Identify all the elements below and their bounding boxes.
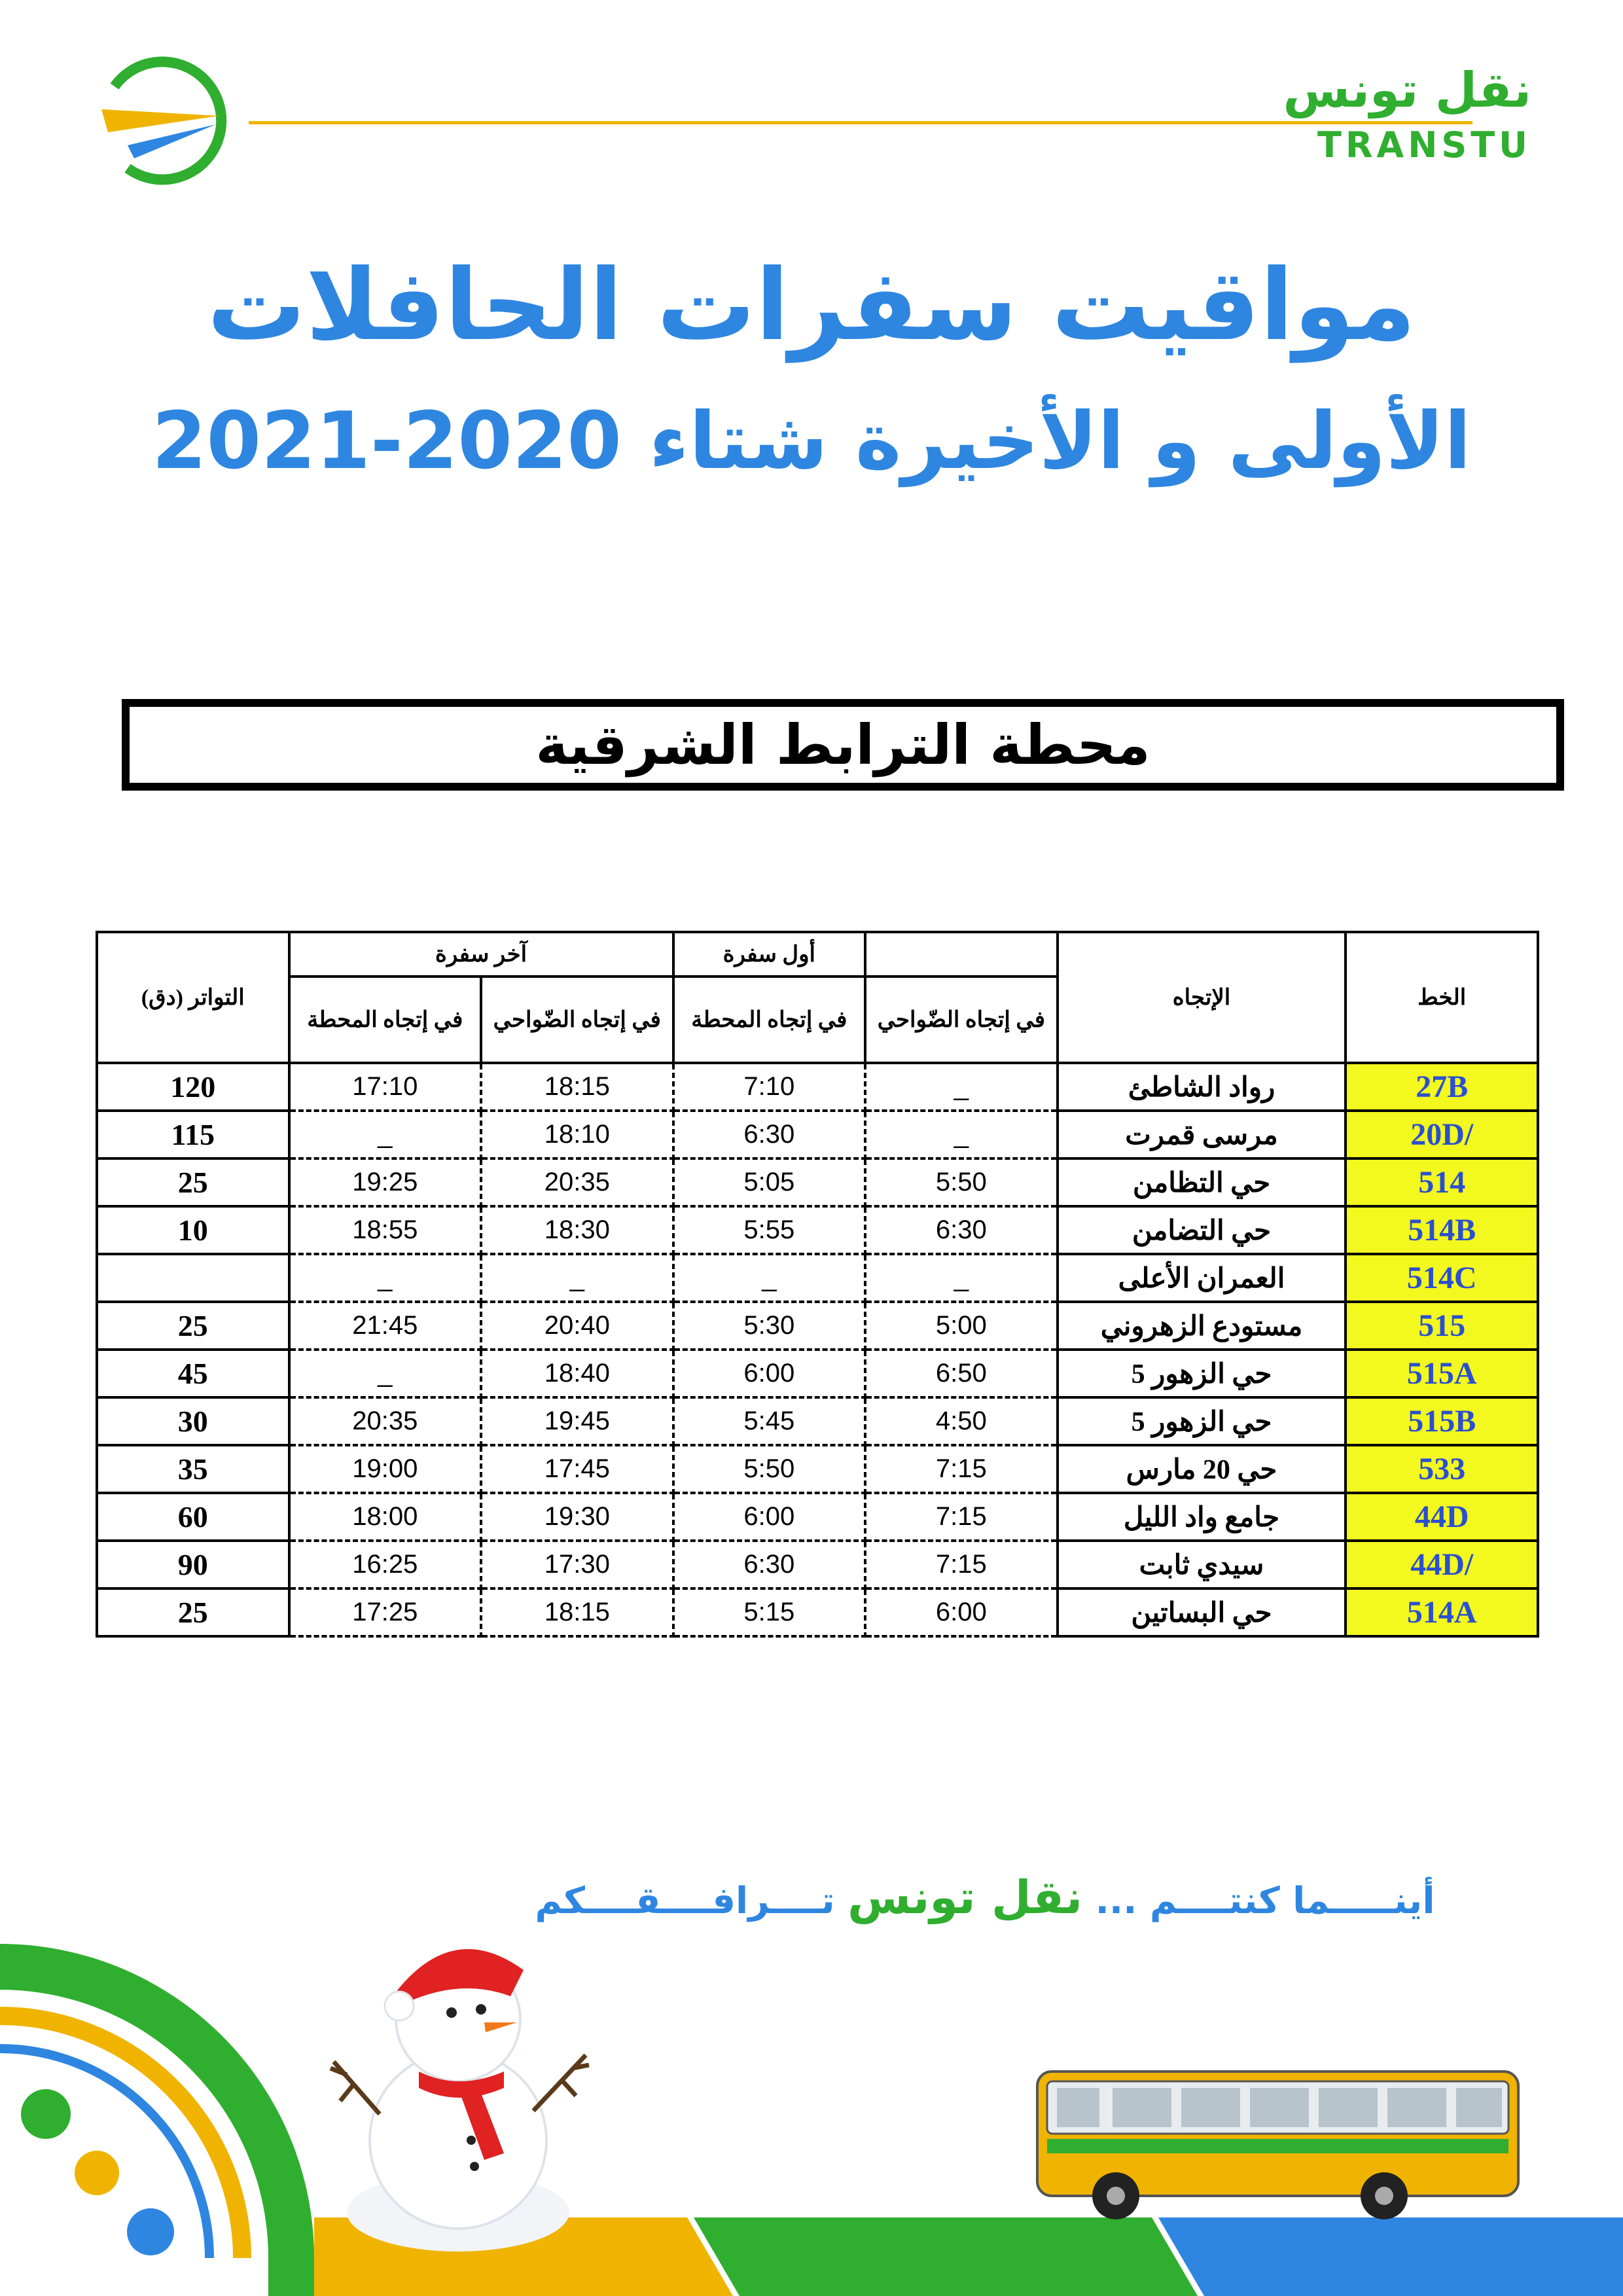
direction-cell: مستودع الزهروني xyxy=(1058,1302,1346,1350)
header-direction: الإتجاه xyxy=(1058,932,1346,1063)
first-to-station-cell: 6:30 xyxy=(673,1111,866,1158)
header-first-to-suburbs: في إتجاه الضّواحي xyxy=(865,977,1058,1063)
direction-cell: مرسى قمرت xyxy=(1058,1111,1346,1158)
frequency-cell: 25 xyxy=(97,1158,289,1206)
frequency-cell: 35 xyxy=(97,1445,289,1493)
first-to-station-cell: 5:55 xyxy=(673,1206,866,1254)
table-row xyxy=(97,1350,1538,1397)
first-to-suburbs-cell: _ xyxy=(865,1254,1058,1302)
first-to-suburbs-cell: 6:00 xyxy=(865,1588,1058,1636)
frequency-cell: 30 xyxy=(97,1397,289,1445)
last-to-station-cell: 16:25 xyxy=(289,1541,482,1588)
frequency-cell: 120 xyxy=(97,1063,289,1111)
last-to-station-cell: 20:35 xyxy=(289,1397,482,1445)
slogan-part-1: أينـــــما كنتــــم ... xyxy=(1095,1880,1435,1922)
header-last-trip: آخر سفرة xyxy=(289,932,673,977)
table-row xyxy=(97,1397,1538,1445)
direction-cell: رواد الشاطئ xyxy=(1058,1063,1346,1111)
brand-name-arabic: نقل تونس xyxy=(1283,62,1531,118)
header-last-to-suburbs: في إتجاه الضّواحي xyxy=(481,977,673,1063)
table-row xyxy=(97,1493,1538,1541)
last-to-suburbs-cell: _ xyxy=(481,1254,673,1302)
last-to-suburbs-cell: 18:40 xyxy=(481,1350,673,1397)
header-empty xyxy=(865,932,1058,977)
first-to-station-cell: 5:50 xyxy=(673,1445,866,1493)
last-to-station-cell: 19:00 xyxy=(289,1445,482,1493)
last-to-suburbs-cell: 19:30 xyxy=(481,1493,673,1541)
last-to-station-cell: _ xyxy=(289,1111,482,1158)
line-cell: 515B xyxy=(1346,1397,1538,1445)
table-row xyxy=(97,1254,1538,1302)
first-to-station-cell: 5:45 xyxy=(673,1397,866,1445)
line-cell: 514A xyxy=(1346,1588,1538,1636)
last-to-station-cell: 21:45 xyxy=(289,1302,482,1350)
header-frequency: التواتر (دق) xyxy=(97,932,289,1063)
table-row xyxy=(97,1206,1538,1254)
direction-cell: حي الزهور 5 xyxy=(1058,1350,1346,1397)
first-to-station-cell: _ xyxy=(673,1254,866,1302)
first-to-suburbs-cell: 6:50 xyxy=(865,1350,1058,1397)
header-first-to-station: في إتجاه المحطة xyxy=(673,977,866,1063)
first-to-station-cell: 5:05 xyxy=(673,1158,866,1206)
line-cell: 27B xyxy=(1346,1063,1538,1111)
direction-cell: سيدي ثابت xyxy=(1058,1541,1346,1588)
bottom-decoration xyxy=(0,1924,1623,2296)
table-row xyxy=(97,1158,1538,1206)
slogan-brand: نقل تونس xyxy=(847,1871,1083,1924)
slogan-part-3: تــــرافــــقــــكم xyxy=(535,1880,835,1922)
frequency-cell: 90 xyxy=(97,1541,289,1588)
frequency-cell: 25 xyxy=(97,1302,289,1350)
station-name: محطة الترابط الشرقية xyxy=(535,713,1150,777)
table-row xyxy=(97,1541,1538,1588)
first-to-station-cell: 6:00 xyxy=(673,1350,866,1397)
table-row xyxy=(97,1111,1538,1158)
last-to-suburbs-cell: 18:15 xyxy=(481,1063,673,1111)
first-to-suburbs-cell: 5:00 xyxy=(865,1302,1058,1350)
table-row xyxy=(97,1445,1538,1493)
first-to-station-cell: 5:15 xyxy=(673,1588,866,1636)
line-cell: 44D/ xyxy=(1346,1541,1538,1588)
line-cell: 514 xyxy=(1346,1158,1538,1206)
first-to-suburbs-cell: 6:30 xyxy=(865,1206,1058,1254)
last-to-suburbs-cell: 20:40 xyxy=(481,1302,673,1350)
first-to-station-cell: 6:30 xyxy=(673,1541,866,1588)
table-header-row xyxy=(97,932,1538,977)
first-to-suburbs-cell: 5:50 xyxy=(865,1158,1058,1206)
first-to-suburbs-cell: _ xyxy=(865,1063,1058,1111)
direction-cell: حي البساتين xyxy=(1058,1588,1346,1636)
direction-cell: العمران الأعلى xyxy=(1058,1254,1346,1302)
line-cell: 533 xyxy=(1346,1445,1538,1493)
last-to-suburbs-cell: 17:30 xyxy=(481,1541,673,1588)
frequency-cell: 25 xyxy=(97,1588,289,1636)
frequency-cell: 45 xyxy=(97,1350,289,1397)
line-cell: 514C xyxy=(1346,1254,1538,1302)
last-to-suburbs-cell: 20:35 xyxy=(481,1158,673,1206)
line-cell: 44D xyxy=(1346,1493,1538,1541)
header-first-trip: أول سفرة xyxy=(673,932,866,977)
last-to-suburbs-cell: 17:45 xyxy=(481,1445,673,1493)
direction-cell: حي التضامن xyxy=(1058,1206,1346,1254)
line-cell: 515 xyxy=(1346,1302,1538,1350)
first-to-suburbs-cell: 7:15 xyxy=(865,1493,1058,1541)
last-to-suburbs-cell: 18:10 xyxy=(481,1111,673,1158)
last-to-suburbs-cell: 18:30 xyxy=(481,1206,673,1254)
last-to-station-cell: 18:00 xyxy=(289,1493,482,1541)
header-line: الخط xyxy=(1346,932,1538,1063)
last-to-station-cell: _ xyxy=(289,1254,482,1302)
direction-cell: حي الزهور 5 xyxy=(1058,1397,1346,1445)
first-to-station-cell: 5:30 xyxy=(673,1302,866,1350)
last-to-station-cell: 18:55 xyxy=(289,1206,482,1254)
last-to-station-cell: 17:25 xyxy=(289,1588,482,1636)
line-cell: 515A xyxy=(1346,1350,1538,1397)
header-last-to-station: في إتجاه المحطة xyxy=(289,977,482,1063)
frequency-cell: 60 xyxy=(97,1493,289,1541)
bus-icon xyxy=(1037,2072,1518,2219)
last-to-suburbs-cell: 18:15 xyxy=(481,1588,673,1636)
first-to-suburbs-cell: 7:15 xyxy=(865,1541,1058,1588)
first-to-suburbs-cell: 7:15 xyxy=(865,1445,1058,1493)
line-cell: 20D/ xyxy=(1346,1111,1538,1158)
table-row xyxy=(97,1588,1538,1636)
direction-cell: حي 20 مارس xyxy=(1058,1445,1346,1493)
frequency-cell: 10 xyxy=(97,1206,289,1254)
frequency-cell: 115 xyxy=(97,1111,289,1158)
direction-cell: جامع واد الليل xyxy=(1058,1493,1346,1541)
frequency-cell xyxy=(97,1254,289,1302)
last-to-station-cell: _ xyxy=(289,1350,482,1397)
first-to-station-cell: 6:00 xyxy=(673,1493,866,1541)
transtu-logo-icon xyxy=(88,47,232,191)
table-row xyxy=(97,1063,1538,1111)
snowman-icon xyxy=(330,1949,589,2251)
first-to-station-cell: 7:10 xyxy=(673,1063,866,1111)
line-cell: 514B xyxy=(1346,1206,1538,1254)
brand-name-latin: TRANSTU xyxy=(1317,124,1531,166)
first-to-suburbs-cell: 4:50 xyxy=(865,1397,1058,1445)
page-title: مواقيت سفرات الحافلات xyxy=(207,249,1416,363)
last-to-station-cell: 17:10 xyxy=(289,1063,482,1111)
direction-cell: حي التظامن xyxy=(1058,1158,1346,1206)
schedule-table xyxy=(96,931,1539,1630)
last-to-station-cell: 19:25 xyxy=(289,1158,482,1206)
page-subtitle: الأولى و الأخيرة شتاء 2020-2021 xyxy=(152,396,1471,487)
slogan xyxy=(524,1871,1446,1924)
table-row xyxy=(97,1302,1538,1350)
last-to-suburbs-cell: 19:45 xyxy=(481,1397,673,1445)
first-to-suburbs-cell: _ xyxy=(865,1111,1058,1158)
